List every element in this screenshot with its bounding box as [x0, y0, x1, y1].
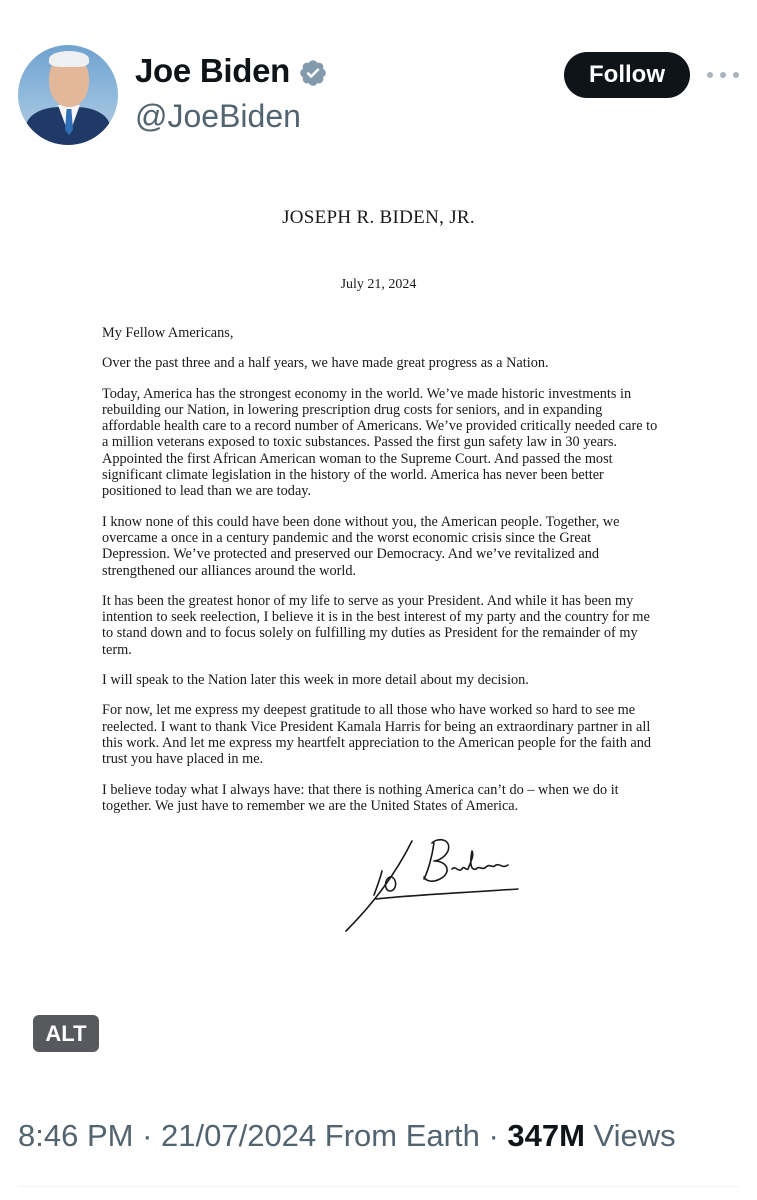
meta-separator: · [133, 1118, 162, 1153]
post-date[interactable]: 21/07/2024 [161, 1118, 317, 1153]
post-time[interactable]: 8:46 PM [18, 1118, 134, 1153]
signature [340, 835, 530, 935]
letter-paragraph: I believe today what I always have: that there is nothing America can’t do – when we do it together. We just have to remember we are the United States of America. [102, 781, 619, 814]
letterhead: JOSEPH R. BIDEN, JR. [282, 207, 475, 228]
letter-date: July 21, 2024 [340, 277, 417, 292]
follow-button[interactable]: Follow [564, 52, 690, 98]
views-label: Views [584, 1118, 676, 1153]
author-name[interactable]: Joe Biden [135, 52, 291, 89]
letter-paragraph: Over the past three and a half years, we have made great progress as a Nation. [102, 355, 549, 372]
letter-paragraph: I know none of this could have been done without you, the American people. Together, we overcame a once in a century pandemic and the worst economic crisis since the Great Depression. We’ve protected and preserved our Democracy. And we’ve revitalized and strengthened our alliances around the world. [102, 513, 620, 579]
salutation: My Fellow Americans, [102, 325, 234, 341]
post-source: From Earth [316, 1118, 480, 1153]
author-handle[interactable]: @JoeBiden [135, 98, 301, 134]
letter-paragraph: Today, America has the strongest economy in the world. We’ve made historic investments in rebuilding our Nation, in lowering prescription drug costs for seniors, and in expanding affordable health care to a record number of Americans. We’ve provided critically needed care to a million veterans exposed to toxic substances. Passed the first gun safety law in 30 years. Appointed the first African American woman to the Supreme Court. And passed the most significant climate legislation in the history of the world. America has never been better positioned to lead than we are today. [102, 385, 658, 500]
letter-paragraph: For now, let me express my deepest gratitude to all those who have worked so hard to see me reelected. I want to thank Vice President Kamala Harris for being an extraordinary partner in all this work. And let me express my heartfelt appreciation to the American people for the faith and trust you have placed in me. [102, 702, 652, 768]
more-horizontal-icon[interactable] [707, 60, 739, 90]
meta-separator: · [479, 1118, 508, 1153]
divider [18, 1186, 739, 1187]
verified-badge-icon [298, 58, 328, 88]
views-count[interactable]: 347M [507, 1118, 585, 1153]
letter-paragraph: I will speak to the Nation later this week in more detail about my decision. [102, 672, 529, 689]
letter-paragraph: It has been the greatest honor of my life to serve as your President. And while it has been my intention to seek reelection, I believe it is in the best interest of my party and the country for me to stand down and to focus solely on fulfilling my duties as President for the remainder of my term. [102, 592, 650, 658]
avatar[interactable] [18, 45, 118, 145]
letter-image[interactable] [0, 170, 757, 1050]
post-meta [18, 1118, 676, 1154]
letter-body [102, 325, 658, 828]
alt-text-button[interactable]: ALT [33, 1015, 99, 1052]
